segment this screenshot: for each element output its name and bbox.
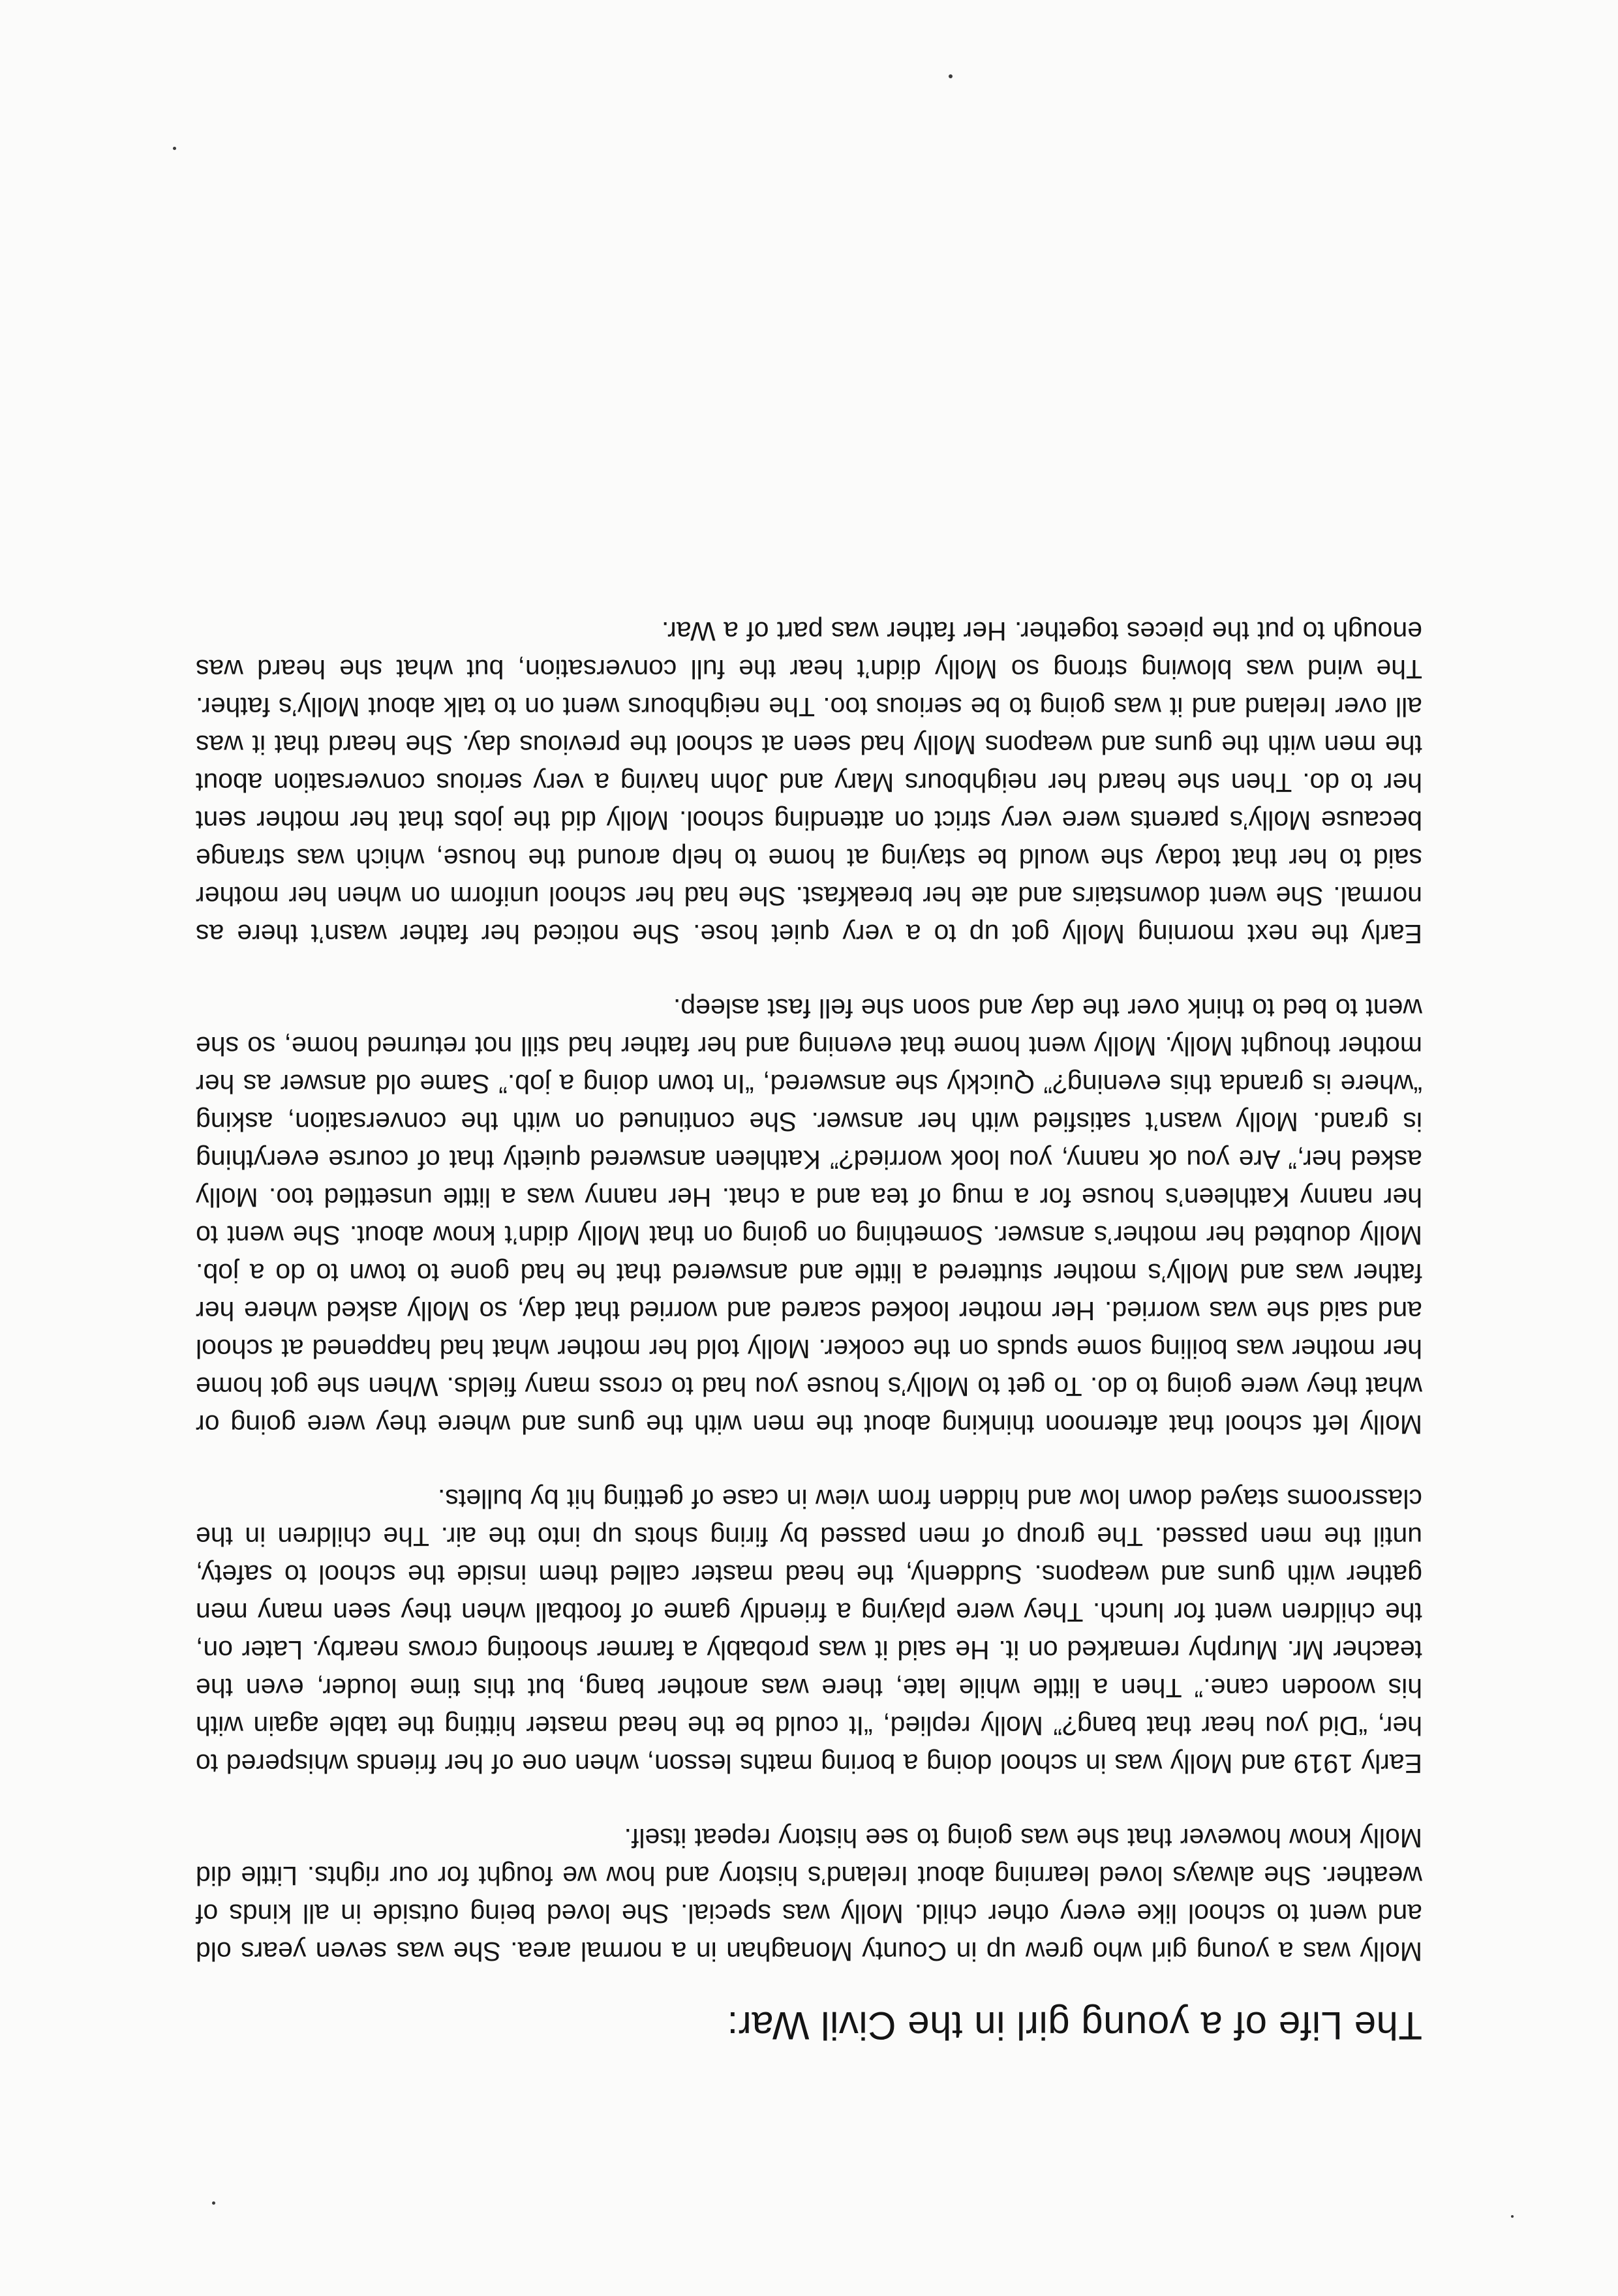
paragraph-3: Molly left school that afternoon thinking about the men with the guns and where they were going or what they were going to do. To get to Molly’s house you had to cross many fields. When she got home her mother was boiling some spuds on the cooker. Molly told her mother what had happened at school and said she was worried. Her mother looked scared and worried that day, so Molly asked where her father was and Molly’s mother stuttered a little and answered that he had gone to town to do a job. Molly doubted her mother’s answer. Something on going on that Molly didn’t know about. She went to her nanny Kathleen’s house for a mug of tea and a chat. Her nanny was a little unsettled too. Molly asked her,” Are you ok nanny, you look worried?” Kathleen answered quietly that of course everything is grand. Molly wasn’t satisfied with her answer. She continued on with the conversation, asking “where is granda this evening?” Quickly she answered, “In town doing a job.” Same old answer as her mother thought Molly. Molly went home that evening and her father had still not returned home, so she went to bed to think over the day and soon she fell fast asleep. <box>196 993 1422 1440</box>
scan-speck <box>173 147 176 150</box>
page-title: The Life of a young girl in the Civil War: <box>727 2004 1422 2047</box>
document-body <box>196 576 1422 2048</box>
paragraph-1: Molly was a young girl who grew up in County Monaghan in a normal area. She was seven years old and went to school like every other child. Molly was special. She loved being outside in all kinds of weather. She always loved learning about Ireland’s history and how we fought for our rights. Little did Molly know however that she was going to see history repeat itself. <box>196 1823 1422 1967</box>
scan-speck <box>1511 2215 1514 2218</box>
paragraph-4: Early the next morning Molly got up to a very quiet hose. She noticed her father wasn’t there as normal. She went downstairs and ate her breakfast. She had her school uniform on when her mother said to her that today she would be staying at home to help around the house, which was strange because Molly’s parents were very strict on attending school. Molly did the jobs that her mother sent her to do. Then she heard her neighbours Mary and John having a very serious conversation about the men with the guns and weapons Molly had seen at school the previous day. She heard that it was all over Ireland and it was going to be serious too. The neighbours went on to talk about Molly’s father. The wind was blowing strong so Molly didn’t hear the full conversation, but what she heard was enough to put the pieces together. Her father was part of a War. <box>196 616 1422 949</box>
scan-speck <box>212 2201 215 2205</box>
scan-speck <box>949 74 953 78</box>
paragraph-2: Early 1919 and Molly was in school doing a boring maths lesson, when one of her friends whispered to her, “Did you hear that bang?” Molly replied, “It could be the head master hitting the table again with his wooden cane.” Then a little while late, there was another bang, but this time louder, even the teacher Mr. Murphy remarked on it. He said it was probably a farmer shooting crows nearby. Later on, the children went for lunch. They were playing a friendly game of football when they seen many men gather with guns and weapons. Suddenly, the head master called them inside the school to safety, until the men passed. The group of men passed by firing shots up into the air. The children in the classrooms stayed down low and hidden from view in case of getting hit by bullets. <box>196 1484 1422 1779</box>
